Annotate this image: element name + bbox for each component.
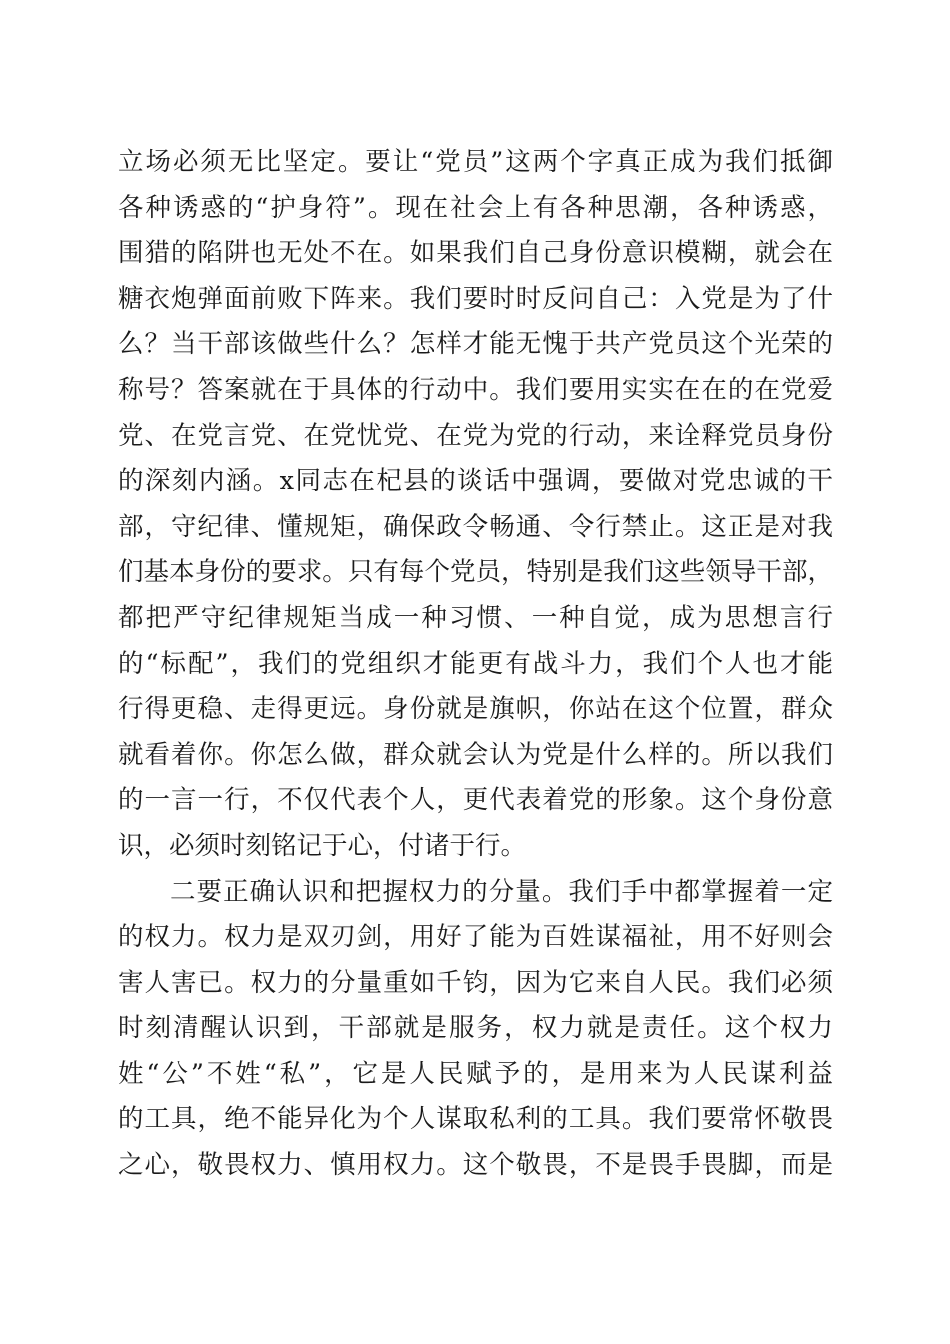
text-line: 们基本身份的要求。只有每个党员，特别是我们这些领导干部， [118,557,833,588]
text-line: 称号？答案就在于具体的行动中。我们要用实实在在的在党爱 [118,374,833,405]
document-body [118,140,833,1189]
text-line: 姓“公”不姓“私”，它是人民赋予的，是用来为人民谋利益 [118,1058,833,1089]
text-line: 就看着你。你怎么做，群众就会认为党是什么样的。所以我们 [118,739,833,770]
text-line: 行得更稳、走得更远。身份就是旗帜，你站在这个位置，群众 [118,694,833,725]
text-line: 之心，敬畏权力、慎用权力。这个敬畏，不是畏手畏脚，而是 [118,1150,833,1181]
text-line: 的权力。权力是双刃剑，用好了能为百姓谋福祉，用不好则会 [118,922,833,953]
text-line: 都把严守纪律规矩当成一种习惯、一种自觉，成为思想言行 [118,602,833,633]
paragraph-1 [118,140,833,870]
text-line: 部，守纪律、懂规矩，确保政令畅通、令行禁止。这正是对我 [118,511,833,542]
text-line: 党、在党言党、在党忧党、在党为党的行动，来诠释党员身份 [118,420,833,451]
text-line: 时刻清醒认识到，干部就是服务，权力就是责任。这个权力 [118,1013,833,1044]
text-line: 么？当干部该做些什么？怎样才能无愧于共产党员这个光荣的 [118,329,833,360]
text-line: 识，必须时刻铭记于心，付诸于行。 [118,830,527,861]
text-line: 糖衣炮弹面前败下阵来。我们要时时反问自己：入党是为了什 [118,283,833,314]
text-line: 的工具，绝不能异化为个人谋取私利的工具。我们要常怀敬畏 [118,1104,833,1135]
text-line: 害人害已。权力的分量重如千钧，因为它来自人民。我们必须 [118,967,833,998]
text-line: 的一言一行，不仅代表个人，更代表着党的形象。这个身份意 [118,785,833,816]
text-line: 各种诱惑的“护身符”。现在社会上有各种思潮，各种诱惑， [118,192,833,223]
text-line: 的“标配”，我们的党组织才能更有战斗力，我们个人也才能 [118,648,833,679]
text-line: 的深刻内涵。x同志在杞县的谈话中强调，要做对党忠诚的干 [118,466,833,497]
text-line: 立场必须无比坚定。要让“党员”这两个字真正成为我们抵御 [118,147,833,177]
text-line: 围猎的陷阱也无处不在。如果我们自己身份意识模糊，就会在 [118,238,833,269]
text-line: 二要正确认识和把握权力的分量。我们手中都掌握着一定 [170,876,833,907]
paragraph-2 [118,870,833,1189]
